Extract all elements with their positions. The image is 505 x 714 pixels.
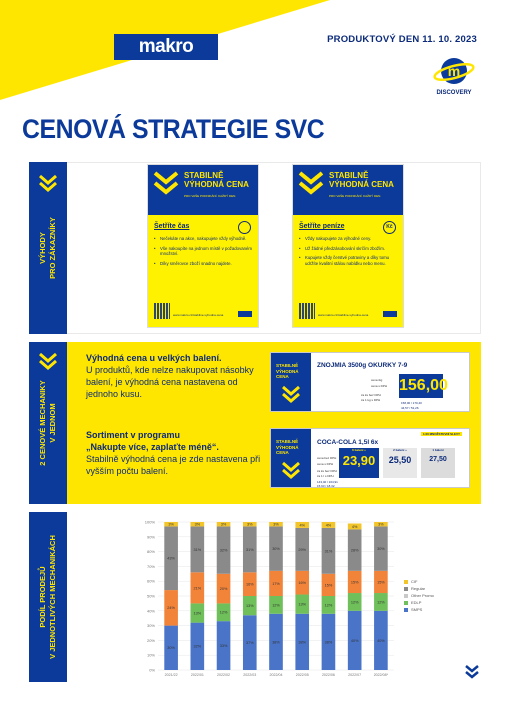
data-label: 30%	[272, 547, 280, 552]
benefits-panel	[67, 162, 481, 334]
y-tick-label: 30%	[146, 623, 155, 629]
list-item: • Kupujete vždy čerstvé potraviny a díky tomu udržíte kvalitní stálou nabídku nebo menu.	[299, 255, 397, 266]
poster-footer: www.makro.cz/stabilne-vyhodna-cena	[173, 313, 224, 317]
tag-badge: STABILNĚ VÝHODNÁ CENA	[276, 439, 299, 455]
list-item: • Vše nakoupíte na jednom místě v požadovaném množství.	[154, 246, 252, 257]
poster-heading: Šetříte čas	[154, 223, 190, 230]
data-label: 3%	[220, 522, 227, 527]
price-small: 143,40 / 164,91	[317, 480, 338, 484]
data-label: 3%	[247, 522, 253, 527]
data-label: 3%	[273, 522, 279, 527]
chevron-down-icon	[298, 170, 324, 200]
x-tick-label: 2021/22	[164, 673, 178, 677]
chevron-down-icon	[281, 461, 301, 479]
header-yellow-shape	[0, 0, 505, 100]
data-label: 3%	[194, 522, 201, 527]
y-tick-label: 10%	[146, 652, 155, 658]
x-tick-label: 2022/07	[348, 673, 362, 677]
makro-mini-logo	[238, 311, 252, 317]
tag-line: cena s DPH	[371, 384, 388, 388]
data-label: 38%	[272, 640, 280, 645]
data-label: 30%	[167, 646, 175, 651]
y-tick-label: 20%	[146, 637, 155, 643]
section-label: PODÍL PRODEJŮ V JEDNOTLIVÝCH MECHANIKÁCH	[38, 535, 57, 659]
tag-line: za ks bez DPH	[361, 393, 381, 397]
data-label: 12%	[377, 600, 385, 605]
price-small: 158,00 / 170,40	[401, 401, 422, 405]
tier-price-3: 1 balení 27,50	[421, 448, 455, 478]
mechanic-body: U produktů, kde nelze nakupovat násobky balení, je výhodná cena nastavena od jednoho kusu.	[86, 365, 254, 399]
x-tick-label: 2022/08*	[373, 673, 389, 677]
section-label: 2 CENOVÉ MECHANIKY V JEDNOM	[38, 380, 57, 466]
data-label: 13%	[193, 611, 202, 616]
discovery-label: DISCOVERY	[436, 90, 472, 96]
legend-label: SMPS	[411, 607, 423, 612]
data-label: 29%	[298, 547, 307, 552]
discovery-logo	[432, 52, 476, 98]
qr-code-icon	[154, 303, 170, 319]
legend-swatch	[404, 601, 408, 605]
data-label: 28%	[350, 548, 359, 553]
y-tick-label: 60%	[146, 578, 155, 584]
y-tick-label: 90%	[146, 534, 155, 540]
data-label: 15%	[350, 580, 359, 585]
data-label: 12%	[324, 603, 333, 608]
mechanic-heading: Sortiment v programu	[86, 430, 181, 440]
legend-item	[404, 585, 434, 592]
poster-heading: Šetříte peníze	[299, 223, 345, 230]
legend-item	[404, 606, 434, 613]
poster-list	[154, 236, 252, 266]
data-label: 13%	[245, 604, 254, 609]
data-label: 30%	[377, 547, 385, 552]
data-label: 16%	[245, 582, 254, 587]
tag-line: za 1 kg s DPH	[361, 398, 381, 402]
legend-swatch	[404, 594, 408, 598]
data-label: 37%	[245, 641, 254, 646]
data-label: 32%	[193, 644, 202, 649]
discovery-globe-icon	[432, 52, 476, 90]
data-label: 24%	[167, 606, 175, 611]
poster-list	[299, 236, 397, 266]
data-label: 13%	[298, 602, 307, 607]
tag-line: cena /kg	[371, 378, 383, 382]
poster-title: STABILNĚ VÝHODNÁ CENA	[329, 171, 394, 189]
data-label: 4%	[351, 524, 358, 529]
chevron-down-icon	[281, 385, 301, 403]
section-benefits	[29, 162, 67, 334]
x-tick-label: 2022/05	[295, 673, 309, 677]
poster-money	[292, 164, 404, 328]
data-label: 12%	[219, 610, 228, 615]
price-tag-1	[270, 352, 470, 412]
price-small: 44,57 / 51,26	[401, 406, 419, 410]
data-label: 32%	[219, 548, 228, 553]
koruna-icon: Kč	[383, 221, 396, 234]
list-item: • Vždy nakupujete za výhodné ceny.	[299, 236, 397, 242]
chart-legend	[404, 578, 434, 613]
clock-icon	[238, 221, 251, 234]
poster-footer: www.makro.cz/stabilne-vyhodna-cena	[318, 313, 369, 317]
legend-label: Other Promo	[411, 593, 434, 598]
data-label: 16%	[298, 581, 307, 586]
mechanic-heading: „Nakupte více, zaplaťte méně“.	[86, 442, 219, 452]
data-label: 31%	[245, 547, 254, 552]
section-mechanics	[29, 342, 67, 504]
legend-swatch	[404, 580, 408, 584]
mechanic-body: Stabilně výhodná cena je zde nastavena při vyšším počtu balení.	[86, 454, 261, 476]
tag-line: za ks bez DPH	[317, 469, 337, 473]
price-tag-2	[270, 428, 470, 488]
data-label: 12%	[350, 600, 359, 605]
tier-price-1: 6 balení + 23,90	[339, 448, 379, 478]
data-label: 20%	[219, 587, 228, 591]
svg-text:m: m	[447, 63, 461, 79]
x-tick-label: 2022/04	[269, 673, 283, 677]
mechanic-heading: Výhodná cena u velkých balení.	[86, 353, 222, 363]
y-tick-label: 40%	[146, 608, 155, 614]
tag-line: cena bez DPH	[317, 456, 337, 460]
poster-title: STABILNĚ VÝHODNÁ CENA	[184, 171, 249, 189]
product-name: ZNOJMIA 3500g OKURKY 7-9	[317, 362, 408, 369]
chevron-down-icon	[38, 352, 58, 370]
data-label: 43%	[167, 556, 175, 561]
data-label: 31%	[193, 547, 202, 552]
x-tick-label: 2022/02	[217, 673, 231, 677]
chevron-down-icon	[465, 664, 479, 682]
tag-line: za 1 l s DPH	[317, 474, 334, 478]
data-label: 38%	[324, 640, 333, 645]
data-label: 3%	[168, 522, 174, 527]
legend-label: EDLP	[411, 600, 422, 605]
y-tick-label: 70%	[146, 563, 155, 569]
data-label: 4%	[299, 523, 305, 528]
list-item: • Už žádné předzásobování skrčím zbožím.	[299, 246, 397, 252]
data-label: 12%	[272, 603, 280, 608]
data-label: 31%	[324, 549, 333, 554]
stacked-bar-chart	[140, 516, 400, 682]
section-label: VÝHODY PRO ZÁKAZNÍKY	[38, 217, 57, 279]
makro-mini-logo	[383, 311, 397, 317]
legend-label: Regular	[411, 586, 426, 591]
product-name: COCA-COLA 1,5l 6x	[317, 439, 379, 446]
tier-price-2: 2 balení + 25,50	[383, 448, 417, 478]
data-label: 40%	[377, 638, 385, 643]
tag-line: cena s DPH	[317, 462, 334, 466]
qr-code-icon	[299, 303, 315, 319]
tag-badge: STABILNĚ VÝHODNÁ CENA	[276, 363, 299, 379]
price: 156,00	[399, 374, 443, 398]
y-tick-label: 0%	[149, 667, 155, 673]
section-share	[29, 512, 67, 682]
legend-item	[404, 599, 434, 606]
list-item: • Nečekáte na akce, nakupujete vždy výhodně.	[154, 236, 252, 242]
data-label: 21%	[193, 586, 202, 591]
data-label: 15%	[377, 580, 385, 585]
data-label: 3%	[378, 522, 384, 527]
price-small: 15,93 / 18,32	[317, 484, 335, 488]
poster-subtitle: PRO VAŠE PODNIKÁNÍ. KAŽDÝ DEN.	[329, 194, 382, 198]
data-label: 4%	[325, 523, 332, 528]
x-tick-label: 2022/03	[243, 673, 257, 677]
x-tick-label: 2022/06	[321, 673, 335, 677]
quantity-discount-badge: 1.00 MNOŽSTEVNÍ SLEVY	[423, 432, 461, 436]
legend-item	[404, 592, 434, 599]
chevron-down-icon	[38, 174, 58, 192]
data-label: 15%	[324, 583, 333, 588]
chevron-down-icon	[153, 170, 179, 200]
y-tick-label: 80%	[146, 549, 155, 555]
y-tick-label: 50%	[146, 593, 155, 599]
page-title: CENOVÁ STRATEGIE SVC	[22, 114, 325, 144]
makro-logo: makro	[114, 34, 218, 60]
x-tick-label: 2022/01	[190, 673, 204, 677]
y-tick-label: 100%	[144, 519, 155, 525]
data-label: 17%	[272, 581, 280, 586]
data-label: 40%	[350, 638, 359, 643]
legend-swatch	[404, 608, 408, 612]
legend-label: CIF	[411, 579, 418, 584]
mechanic-description-1	[86, 352, 266, 400]
poster-subtitle: PRO VAŠE PODNIKÁNÍ. KAŽDÝ DEN.	[184, 194, 237, 198]
list-item: • Díky směrovce zboží snadno najdete.	[154, 261, 252, 267]
data-label: 38%	[298, 640, 307, 645]
header-date: PRODUKTOVÝ DEN 11. 10. 2023	[327, 34, 477, 45]
legend-item	[404, 578, 434, 585]
data-label: 33%	[219, 643, 228, 648]
legend-swatch	[404, 587, 408, 591]
mechanic-description-2	[86, 429, 266, 477]
poster-time	[147, 164, 259, 328]
